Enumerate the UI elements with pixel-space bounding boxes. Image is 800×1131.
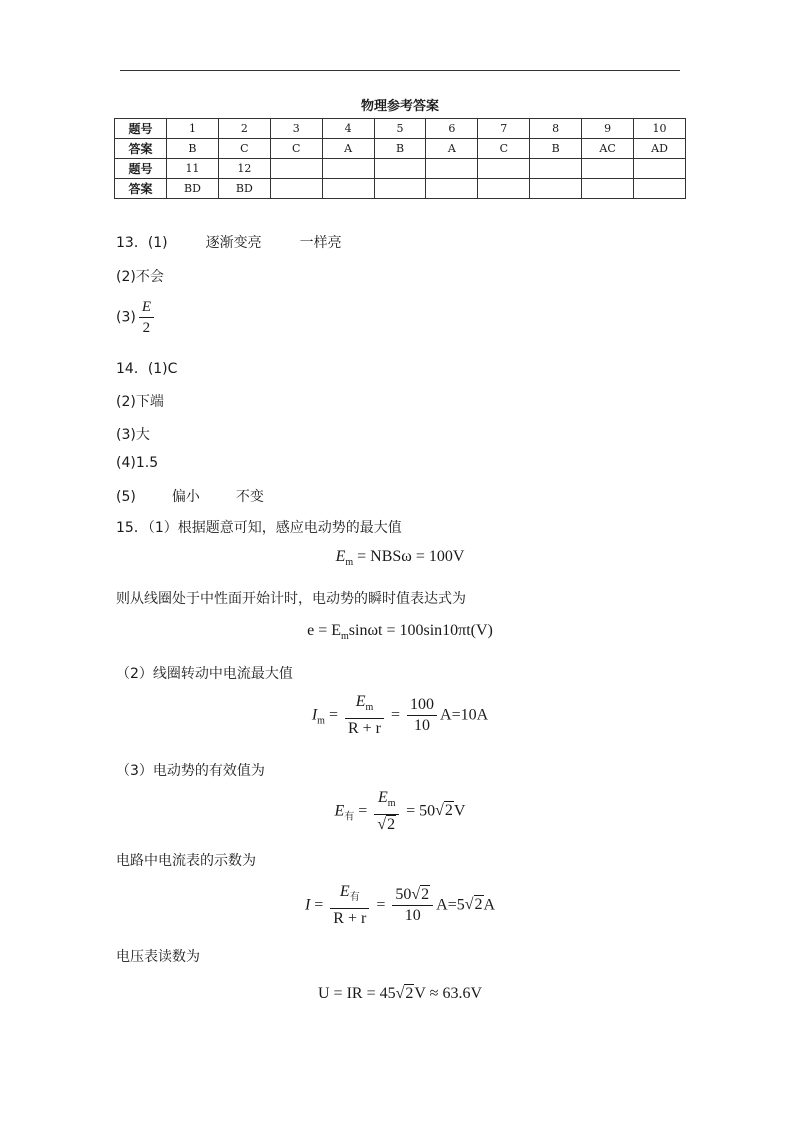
table-row-label: 题号 xyxy=(115,159,167,179)
q14-answer-1: 偏小 xyxy=(171,489,200,505)
q13-answer-1: 逐渐变亮 xyxy=(205,235,262,251)
frac-num-sub: 有 xyxy=(349,892,360,904)
q14-part4: (4)1.5 xyxy=(116,455,159,471)
fraction xyxy=(374,788,399,835)
fraction xyxy=(139,297,154,338)
radicand: 2 xyxy=(387,816,396,834)
table-cell: C xyxy=(270,139,322,159)
q14-part5-label: (5) xyxy=(116,489,136,505)
table-cell xyxy=(322,179,374,199)
eq6-rest: V ≈ 63.6V xyxy=(414,985,482,1002)
sqrt: √2 xyxy=(464,896,483,914)
q14-part5 xyxy=(116,486,264,506)
q14-answer-2: 不变 xyxy=(235,489,264,505)
frac-num: 50 xyxy=(395,886,412,904)
table-cell: BD xyxy=(167,179,219,199)
table-row xyxy=(115,119,686,139)
eq6-lhs: U = IR = 45 xyxy=(318,985,396,1002)
table-cell: B xyxy=(167,139,219,159)
table-cell xyxy=(374,159,426,179)
table-cell: 3 xyxy=(270,119,322,139)
eq1-rest: = NBSω = 100V xyxy=(357,548,465,565)
sqrt: √2 xyxy=(377,816,396,834)
header-rule xyxy=(120,70,680,71)
table-cell xyxy=(322,159,374,179)
fraction xyxy=(407,695,437,736)
q14-part1: 14．(1)C xyxy=(116,361,178,377)
frac-num-sub: m xyxy=(365,702,374,714)
eq3-tail: A=10A xyxy=(440,706,489,724)
table-cell xyxy=(426,179,478,199)
eq4-coef: = 50 xyxy=(406,802,436,820)
radicand: 2 xyxy=(421,886,430,904)
table-cell: A xyxy=(322,139,374,159)
frac-num: E xyxy=(377,789,388,806)
fraction xyxy=(330,882,369,929)
frac-num: E xyxy=(141,299,152,315)
table-cell: B xyxy=(374,139,426,159)
eq4-unit: V xyxy=(453,802,466,820)
answer-table xyxy=(114,118,686,199)
q13-part2: (2)不会 xyxy=(116,269,164,285)
table-cell xyxy=(530,159,582,179)
eq5-lhs: I xyxy=(304,896,311,914)
q13-label: 13．(1) xyxy=(116,235,168,251)
table-cell: 2 xyxy=(218,119,270,139)
table-cell: AD xyxy=(634,139,686,159)
equation-4: $E_有$ = $\frac{E_m}{√2}$ = 50√2V xyxy=(334,789,466,834)
table-cell xyxy=(478,159,530,179)
equation-3: $I_m$ = $\frac{E_m}{R + r}$ = $\frac{100}{10}$ A=10A xyxy=(311,693,489,738)
table-row xyxy=(115,139,686,159)
table-cell xyxy=(582,179,634,199)
table-cell: 9 xyxy=(582,119,634,139)
equation-1 xyxy=(0,548,800,568)
eq5-coef: A=5 xyxy=(436,896,465,914)
table-cell xyxy=(270,179,322,199)
equation-5: I = $\frac{E_有}{R + r}$ = $\frac{50√2}{10}$ A=5√2A xyxy=(304,883,496,928)
table-cell xyxy=(270,159,322,179)
eq3-lhs: I xyxy=(311,706,318,724)
table-cell: 10 xyxy=(634,119,686,139)
q14-part2: (2)下端 xyxy=(116,394,164,410)
table-cell: 12 xyxy=(218,159,270,179)
sqrt: √2 xyxy=(411,886,430,904)
q13-part1 xyxy=(116,232,342,252)
frac-den: 10 xyxy=(404,907,421,925)
table-cell: 11 xyxy=(167,159,219,179)
table-row-label: 答案 xyxy=(115,139,167,159)
equation-6 xyxy=(0,985,800,1003)
frac-num: E xyxy=(339,883,350,900)
radicand: 2 xyxy=(444,802,453,820)
frac-num-sub: m xyxy=(387,798,396,810)
table-row-label: 题号 xyxy=(115,119,167,139)
table-cell: C xyxy=(218,139,270,159)
q15-text5: 电路中电流表的示数为 xyxy=(116,853,256,869)
sqrt: √2 xyxy=(395,985,414,1002)
eq5-unit: A xyxy=(483,896,496,914)
table-cell: 4 xyxy=(322,119,374,139)
q15-part3: （3）电动势的有效值为 xyxy=(116,763,265,779)
table-cell: BD xyxy=(218,179,270,199)
eq4-sub: 有 xyxy=(344,811,355,823)
table-cell: 1 xyxy=(167,119,219,139)
table-cell xyxy=(634,179,686,199)
q13-part3-label: (3) xyxy=(116,309,136,326)
q15-text2: 则从线圈处于中性面开始计时，电动势的瞬时值表达式为 xyxy=(116,591,466,607)
eq4-lhs: E xyxy=(334,802,345,820)
table-cell: C xyxy=(478,139,530,159)
q15-text6: 电压表读数为 xyxy=(116,949,200,965)
frac-num: 100 xyxy=(407,695,437,716)
table-cell: 6 xyxy=(426,119,478,139)
eq2-lhs: e = E xyxy=(307,622,342,639)
eq2-sub: m xyxy=(341,631,349,643)
table-cell: A xyxy=(426,139,478,159)
q15-part2: （2）线圈转动中电流最大值 xyxy=(116,666,293,682)
equation-2 xyxy=(0,622,800,642)
frac-den: R + r xyxy=(347,720,381,738)
frac-den: R + r xyxy=(333,910,367,928)
frac-num: E xyxy=(355,693,366,710)
eq1-lhs: E xyxy=(335,548,346,565)
sqrt: √2 xyxy=(435,802,453,820)
fraction xyxy=(392,885,433,926)
fraction xyxy=(345,692,384,739)
page-title: 物理参考答案 xyxy=(360,99,439,114)
table-cell: B xyxy=(530,139,582,159)
frac-den: 2 xyxy=(142,320,151,336)
table-cell xyxy=(374,179,426,199)
q13-answer-2: 一样亮 xyxy=(299,235,342,251)
table-cell xyxy=(634,159,686,179)
q15-intro: 15．（1）根据题意可知，感应电动势的最大值 xyxy=(116,520,402,536)
table-cell xyxy=(582,159,634,179)
eq2-rest: sinωt = 100sin10πt(V) xyxy=(348,622,493,639)
table-cell: AC xyxy=(582,139,634,159)
radicand: 2 xyxy=(474,896,483,914)
radicand: 2 xyxy=(405,985,414,1002)
frac-den: 10 xyxy=(414,717,431,735)
q13-part3 xyxy=(116,297,157,338)
eq1-sub: m xyxy=(345,557,354,569)
table-cell: 8 xyxy=(530,119,582,139)
q14-part3: (3)大 xyxy=(116,427,150,443)
table-row xyxy=(115,179,686,199)
table-cell xyxy=(530,179,582,199)
table-cell xyxy=(426,159,478,179)
table-cell: 5 xyxy=(374,119,426,139)
table-row-label: 答案 xyxy=(115,179,167,199)
table-cell: 7 xyxy=(478,119,530,139)
eq3-sub: m xyxy=(317,715,325,727)
table-cell xyxy=(478,179,530,199)
table-row xyxy=(115,159,686,179)
